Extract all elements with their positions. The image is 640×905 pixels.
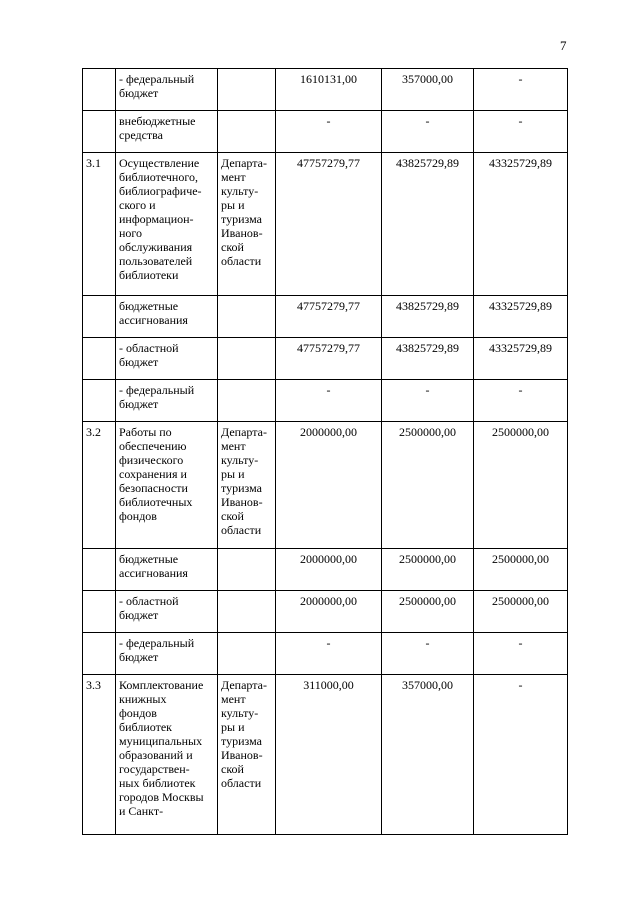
row-value-2: 2500000,00: [382, 549, 474, 591]
row-index: 3.2: [83, 422, 116, 549]
row-name: - областной бюджет: [116, 591, 218, 633]
table-row: [83, 296, 568, 338]
row-value-2: -: [382, 111, 474, 153]
row-index: [83, 338, 116, 380]
row-value-1: 47757279,77: [276, 338, 382, 380]
row-executor: [218, 338, 276, 380]
row-executor: [218, 380, 276, 422]
row-index: [83, 591, 116, 633]
row-executor: [218, 591, 276, 633]
row-value-2: 43825729,89: [382, 338, 474, 380]
table-row: [83, 338, 568, 380]
row-value-1: 1610131,00: [276, 69, 382, 111]
row-value-1: 311000,00: [276, 675, 382, 835]
table-row: [83, 549, 568, 591]
budget-table: [82, 68, 568, 835]
row-value-2: 2500000,00: [382, 591, 474, 633]
row-value-1: 2000000,00: [276, 549, 382, 591]
row-value-3: -: [474, 380, 568, 422]
row-name: - областной бюджет: [116, 338, 218, 380]
row-executor: [218, 549, 276, 591]
table-row: [83, 380, 568, 422]
row-value-3: 43325729,89: [474, 338, 568, 380]
row-value-1: -: [276, 111, 382, 153]
row-name: Комплектование книжных фондов библиотек муниципальных образований и государствен- ных библиотек городов Москвы и Санкт-: [116, 675, 218, 835]
row-value-3: 43325729,89: [474, 296, 568, 338]
row-value-2: 43825729,89: [382, 296, 474, 338]
row-executor: Департа- мент культу- ры и туризма Иванов- ской области: [218, 153, 276, 296]
row-executor: [218, 633, 276, 675]
row-value-2: 357000,00: [382, 675, 474, 835]
row-value-2: 43825729,89: [382, 153, 474, 296]
row-executor: [218, 296, 276, 338]
table-row: [83, 591, 568, 633]
row-value-2: 2500000,00: [382, 422, 474, 549]
row-index: [83, 69, 116, 111]
row-value-3: 2500000,00: [474, 549, 568, 591]
row-index: [83, 296, 116, 338]
table-row: [83, 422, 568, 549]
row-index: [83, 111, 116, 153]
row-value-3: 43325729,89: [474, 153, 568, 296]
row-executor: [218, 69, 276, 111]
row-value-3: 2500000,00: [474, 422, 568, 549]
row-index: 3.1: [83, 153, 116, 296]
row-value-1: 2000000,00: [276, 591, 382, 633]
row-name: - федеральный бюджет: [116, 69, 218, 111]
row-value-3: -: [474, 633, 568, 675]
row-value-3: -: [474, 69, 568, 111]
row-executor: Департа- мент культу- ры и туризма Иванов- ской области: [218, 675, 276, 835]
row-executor: Департа- мент культу- ры и туризма Иванов- ской области: [218, 422, 276, 549]
row-value-2: -: [382, 380, 474, 422]
row-value-2: -: [382, 633, 474, 675]
row-name: - федеральный бюджет: [116, 633, 218, 675]
row-index: [83, 380, 116, 422]
table-row: [83, 633, 568, 675]
table-row: [83, 69, 568, 111]
row-value-3: 2500000,00: [474, 591, 568, 633]
row-index: [83, 633, 116, 675]
row-executor: [218, 111, 276, 153]
row-name: внебюджетные средства: [116, 111, 218, 153]
row-value-1: 47757279,77: [276, 153, 382, 296]
row-name: бюджетные ассигнования: [116, 296, 218, 338]
row-name: Работы по обеспечению физического сохранения и безопасности библиотечных фондов: [116, 422, 218, 549]
row-value-1: 47757279,77: [276, 296, 382, 338]
table-row: [83, 111, 568, 153]
table-row: [83, 675, 568, 835]
row-index: [83, 549, 116, 591]
row-name: - федеральный бюджет: [116, 380, 218, 422]
row-value-1: -: [276, 380, 382, 422]
row-value-3: -: [474, 111, 568, 153]
row-value-3: -: [474, 675, 568, 835]
page-number: 7: [560, 38, 567, 53]
row-value-1: 2000000,00: [276, 422, 382, 549]
row-value-2: 357000,00: [382, 69, 474, 111]
row-name: бюджетные ассигнования: [116, 549, 218, 591]
table-row: [83, 153, 568, 296]
row-value-1: -: [276, 633, 382, 675]
row-name: Осуществление библиотечного, библиографиче- ского и информацион- ного обслуживания пользователей библиотеки: [116, 153, 218, 296]
row-index: 3.3: [83, 675, 116, 835]
